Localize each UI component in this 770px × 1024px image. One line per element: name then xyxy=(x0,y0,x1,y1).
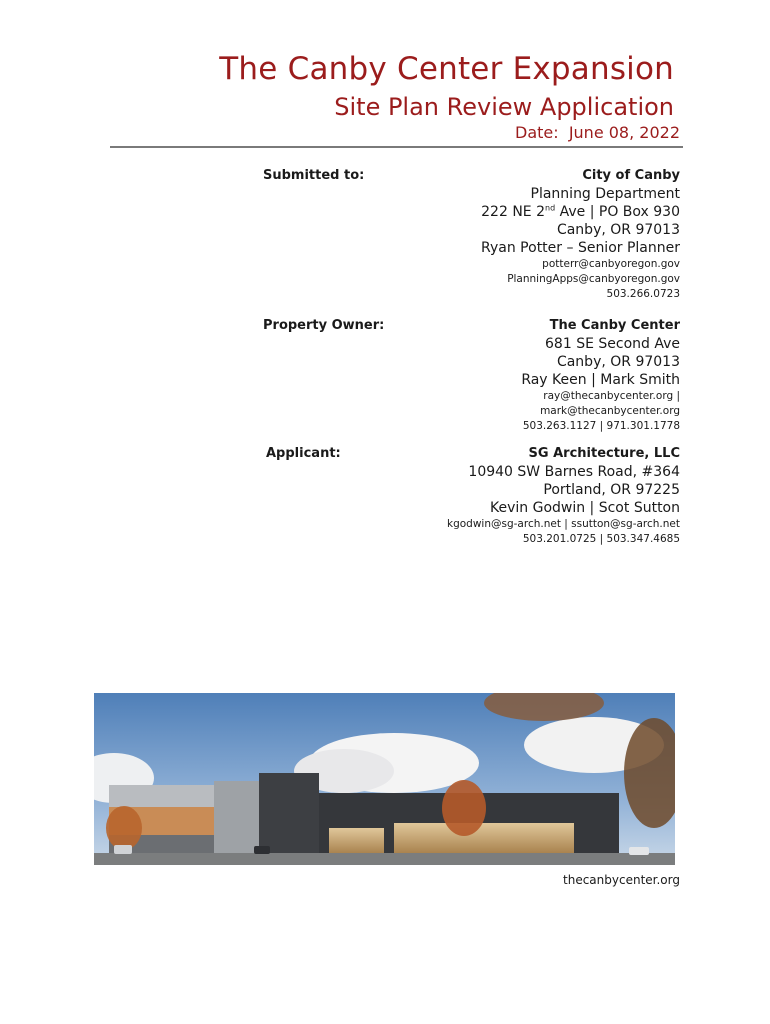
submitted-to-label: Submitted to: xyxy=(263,168,365,183)
car xyxy=(629,847,649,855)
submitted-to-email1[interactable]: potterr@canbyoregon.gov xyxy=(542,258,680,270)
applicant-block xyxy=(280,444,680,547)
car xyxy=(114,845,132,854)
submitted-to-city: Canby, OR 97013 xyxy=(556,222,680,238)
owner-address: 681 SE Second Ave xyxy=(545,336,680,352)
submitted-to-phone: 503.266.0723 xyxy=(606,288,680,300)
header-divider xyxy=(110,146,683,148)
building-glazing xyxy=(329,828,384,853)
submitted-to-dept: Planning Department xyxy=(530,186,680,202)
address-part: 222 NE 2 xyxy=(481,204,545,220)
date-value: June 08, 2022 xyxy=(568,123,680,142)
document-subtitle: Site Plan Review Application xyxy=(334,93,674,121)
owner-email-line1[interactable]: ray@thecanbycenter.org | xyxy=(543,390,680,402)
submitted-to-org: City of Canby xyxy=(582,168,680,183)
applicant-phone: 503.201.0725 | 503.347.4685 xyxy=(522,533,680,545)
applicant-label: Applicant: xyxy=(266,446,341,461)
building-rendering-image xyxy=(94,693,675,865)
date-line xyxy=(515,122,680,144)
date-label: Date: xyxy=(515,123,559,142)
building-stair-tower xyxy=(214,781,259,855)
building-rendering xyxy=(94,693,675,865)
street xyxy=(94,853,675,865)
applicant-email[interactable]: kgodwin@sg-arch.net | ssutton@sg-arch.net xyxy=(447,518,680,530)
building-glazing xyxy=(394,823,574,853)
car xyxy=(254,846,270,854)
owner-phone: 503.263.1127 | 971.301.1778 xyxy=(522,420,680,432)
autumn-tree xyxy=(442,780,486,836)
owner-block xyxy=(350,316,680,434)
address-superscript: nd xyxy=(545,203,556,213)
submitted-to-contact: Ryan Potter – Senior Planner xyxy=(481,240,680,256)
owner-contact: Ray Keen | Mark Smith xyxy=(521,372,680,388)
document-title: The Canby Center Expansion xyxy=(219,51,674,87)
building-dark-block xyxy=(259,773,319,855)
submitted-to-address xyxy=(350,203,680,221)
submitted-to-block xyxy=(350,166,680,302)
submitted-to-email2[interactable]: PlanningApps@canbyoregon.gov xyxy=(507,273,680,285)
owner-email-line2[interactable]: mark@thecanbycenter.org xyxy=(540,405,680,417)
property-owner-label: Property Owner: xyxy=(263,318,385,333)
owner-org: The Canby Center xyxy=(549,318,680,333)
address-part: Ave | PO Box 930 xyxy=(555,204,680,220)
autumn-tree xyxy=(106,806,142,850)
owner-city: Canby, OR 97013 xyxy=(556,354,680,370)
applicant-org: SG Architecture, LLC xyxy=(528,446,680,461)
footer-url[interactable]: thecanbycenter.org xyxy=(563,873,680,887)
applicant-contact: Kevin Godwin | Scot Sutton xyxy=(490,500,680,516)
building-upper-floor xyxy=(109,785,214,807)
applicant-address: 10940 SW Barnes Road, #364 xyxy=(468,464,680,480)
applicant-city: Portland, OR 97225 xyxy=(543,482,680,498)
title-block xyxy=(219,50,674,122)
